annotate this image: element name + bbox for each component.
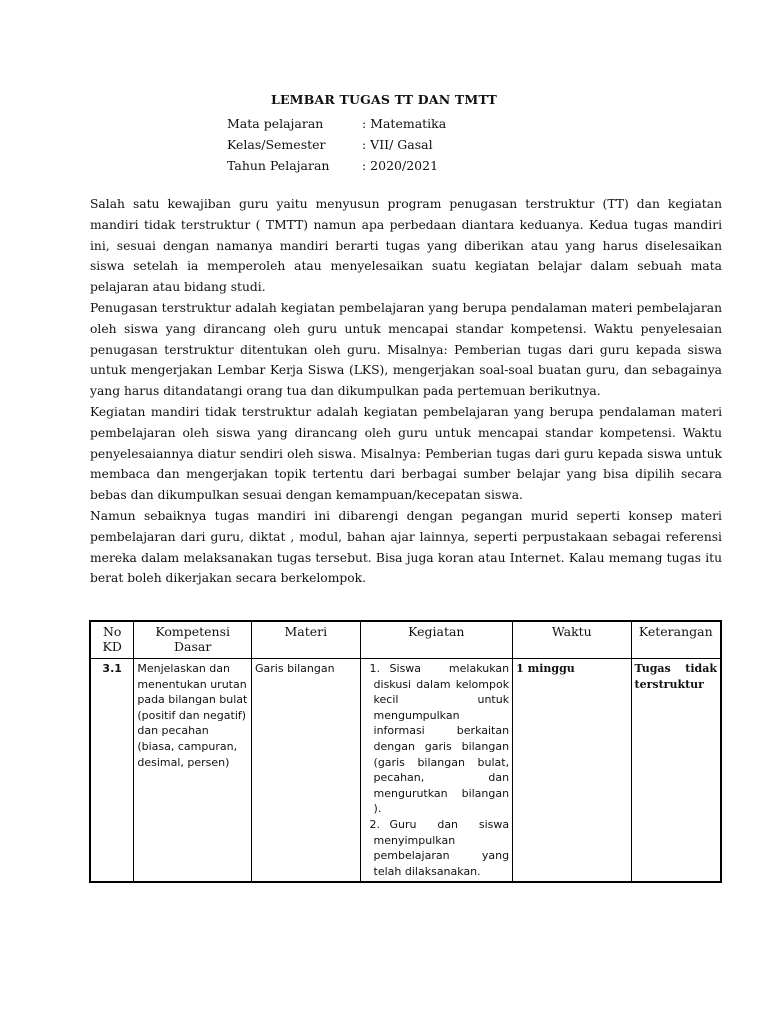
table-row — [90, 659, 721, 883]
list-item — [368, 661, 510, 817]
meta-value: : Matematika — [362, 116, 447, 131]
header-kegiatan: Kegiatan — [360, 621, 513, 659]
meta-label: Mata pelajaran — [227, 116, 324, 131]
list-number: 2. — [369, 817, 381, 831]
header-materi: Materi — [252, 621, 361, 659]
header-no-kd: No KD — [90, 621, 134, 659]
cell-kompetensi: Menjelaskan dan menentukan urutan pada bilangan bulat (positif dan negatif) dan pecahan (biasa, campuran, desimal, persen) — [134, 659, 252, 883]
header-keterangan: Keterangan — [631, 621, 721, 659]
paragraph: Namun sebaiknya tugas mandiri ini dibarengi dengan pegangan murid seperti konsep materi pembelajaran dari guru, diktat , modul, bahan ajar lainnya, seperti perpustakaan sebagai referensi mereka dalam melaksanakan tugas tersebut. Bisa juga koran atau Internet. Kalau memang tugas itu berat boleh dikerjakan secara berkelompok. — [90, 508, 722, 586]
list-number: 1. — [369, 662, 381, 675]
cell-no-kd: 3.1 — [90, 659, 134, 883]
meta-block — [227, 113, 446, 176]
meta-label: Kelas/Semester — [227, 137, 326, 152]
document-title: LEMBAR TUGAS TT DAN TMTT — [270, 92, 498, 107]
table-header-row — [90, 621, 721, 659]
meta-row-year — [227, 155, 446, 176]
task-table — [89, 620, 722, 883]
paragraph: Penugasan terstruktur adalah kegiatan pembelajaran yang berupa pendalaman materi pembelajaran oleh siswa yang dirancang oleh guru untuk mencapai standar kompetensi. Waktu penyelesaian penugasan terstruktur ditentukan oleh guru. Misalnya: Pemberian tugas dari guru kepada siswa untuk mengerjakan Lembar Kerja Siswa (LKS), mengerjakan soal-soal buatan guru, dan sebagainya yang harus ditandatangi orang tua dan dikumpulkan pada pertemuan berikutnya. — [90, 300, 722, 399]
meta-label: Tahun Pelajaran — [227, 158, 330, 173]
header-kompetensi: Kompetensi Dasar — [134, 621, 252, 659]
cell-materi: Garis bilangan — [252, 659, 361, 883]
body-text — [90, 194, 722, 589]
meta-row-class — [227, 134, 446, 155]
meta-value: : 2020/2021 — [362, 158, 439, 173]
header-waktu: Waktu — [513, 621, 631, 659]
paragraph: Kegiatan mandiri tidak terstruktur adalah kegiatan pembelajaran yang berupa pendalaman materi pembelajaran oleh siswa yang dirancang oleh guru untuk mencapai standar kompetensi. Waktu penyelesaiannya diatur sendiri oleh siswa. Misalnya: Pemberian tugas dari guru kepada siswa untuk membaca dan mengerjakan topik tertentu dari berbagai sumber belajar yang bisa dipilih secara bebas dan dikumpulkan sesuai dengan kemampuan/kecepatan siswa. — [90, 404, 722, 503]
kegiatan-list — [364, 661, 510, 879]
list-text: Siswa melakukan diskusi dalam kelompok kecil untuk mengumpulkan informasi berkaitan dengan garis bilangan (garis bilangan bulat, pecahan, dan mengurutkan bilangan ). — [373, 662, 510, 816]
meta-row-subject — [227, 113, 446, 134]
list-item — [368, 817, 510, 879]
list-text: Guru dan siswa menyimpulkan pembelajaran yang telah dilaksanakan. — [373, 817, 510, 878]
cell-keterangan: Tugas tidak terstruktur — [631, 659, 721, 883]
cell-kegiatan — [360, 659, 513, 883]
meta-value: : VII/ Gasal — [362, 137, 433, 152]
cell-waktu: 1 minggu — [513, 659, 631, 883]
paragraph: Salah satu kewajiban guru yaitu menyusun program penugasan terstruktur (TT) dan kegiatan mandiri tidak terstruktur ( TMTT) namun apa perbedaan diantara keduanya. Kedua tugas mandiri ini, sesuai dengan namanya mandiri berarti tugas yang diberikan atau yang harus diselesaikan siswa setelah ia memperoleh atau menyelesaikan suatu kegiatan belajar dalam sebuah mata pelajaran atau bidang studi. — [90, 197, 722, 295]
